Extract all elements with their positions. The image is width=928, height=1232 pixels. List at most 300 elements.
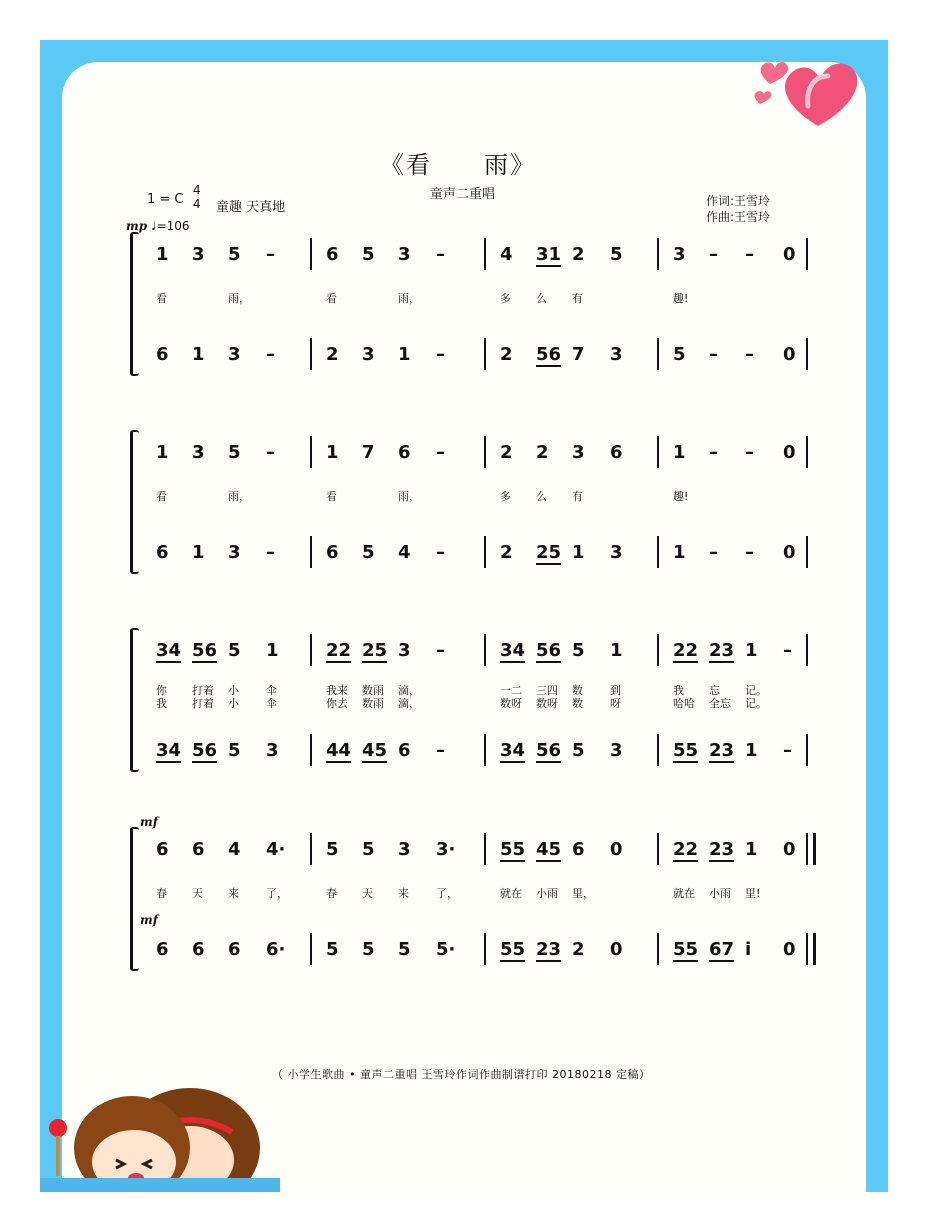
paper <box>62 62 866 1202</box>
upper-part-note <box>745 442 754 463</box>
lower-part-note <box>783 344 796 365</box>
lower-part-note <box>362 740 387 763</box>
note-value: 0 <box>783 542 796 563</box>
upper-part-note <box>228 442 241 463</box>
upper-part-note <box>709 244 718 265</box>
lyric-text: 多 <box>500 490 511 503</box>
upper-part-note <box>709 640 734 663</box>
note-value: – <box>709 244 718 265</box>
note-value: 6 <box>326 244 339 265</box>
note-value: i <box>745 939 752 960</box>
lower-part-note <box>362 344 375 365</box>
note-value: 3 <box>610 740 623 761</box>
note-value: – <box>266 542 275 563</box>
barline <box>484 833 486 865</box>
lyric-text: 小雨 <box>536 887 558 900</box>
note-value: 22 <box>326 640 352 661</box>
lower-part-note <box>572 542 585 563</box>
upper-part-note <box>783 640 792 661</box>
barline <box>310 338 312 370</box>
note-value: 4 <box>500 244 513 265</box>
lyric-text: 看 <box>326 490 337 503</box>
note-value: 6 <box>398 740 411 761</box>
note-value: 3 <box>228 344 241 365</box>
lower-part-note <box>436 939 455 960</box>
system-brace <box>130 827 139 971</box>
upper-part-note <box>572 244 585 265</box>
barline <box>310 536 312 568</box>
barline <box>484 933 486 965</box>
lower-part-note <box>266 740 279 761</box>
lower-part-note <box>745 542 754 563</box>
barline <box>657 734 659 766</box>
barline <box>484 238 486 270</box>
upper-part-note <box>228 244 241 265</box>
barline <box>806 238 808 270</box>
note-value: 2 <box>572 244 585 265</box>
barline <box>657 833 659 865</box>
upper-part-note <box>362 442 375 463</box>
note-value: 3 <box>266 740 279 761</box>
note-value: 5 <box>673 344 686 365</box>
lyric-text: 春 <box>326 887 337 900</box>
tempo-value: =106 <box>156 219 190 233</box>
note-value: 3 <box>572 442 585 463</box>
barline <box>484 536 486 568</box>
upper-part-note <box>783 442 796 463</box>
upper-part-note <box>362 244 375 265</box>
note-value: 3 <box>610 344 623 365</box>
lower-part-note <box>610 344 623 365</box>
note-value: – <box>745 542 754 563</box>
upper-part-note <box>745 244 754 265</box>
expression-marking: 童趣 天真地 <box>216 200 286 215</box>
lower-part-note <box>228 939 241 960</box>
lyric-verse-1: 忘 <box>709 684 720 697</box>
upper-part-note <box>362 640 387 663</box>
note-value: 0 <box>783 344 796 365</box>
song-title: 《看 雨》 <box>380 151 536 179</box>
upper-part-note <box>500 442 513 463</box>
upper-part-note <box>192 442 205 463</box>
note-value: 67 <box>709 939 735 960</box>
note-value: 22 <box>673 640 699 661</box>
note-value: 2 <box>500 442 513 463</box>
upper-part-note <box>362 839 375 860</box>
upper-part-note <box>156 442 169 463</box>
lower-part-note <box>709 939 734 962</box>
note-value: 6 <box>572 839 585 860</box>
barline <box>310 238 312 270</box>
lyric-text: 么 <box>536 490 547 503</box>
note-value: 5 <box>228 244 241 265</box>
note-value: 2 <box>572 939 585 960</box>
note-value: 5 <box>228 640 241 661</box>
lower-part-note <box>745 740 758 761</box>
upper-part-note <box>398 442 411 463</box>
note-value: 2 <box>326 344 339 365</box>
upper-part-note <box>326 244 339 265</box>
lower-part-note <box>436 740 445 761</box>
barline <box>657 933 659 965</box>
note-value: 1 <box>673 442 686 463</box>
note-value: – <box>709 442 718 463</box>
note-value: 56 <box>192 740 218 761</box>
upper-part-note <box>266 442 275 463</box>
lyric-verse-2: 打着 <box>192 697 214 710</box>
dynamic-mark: mf <box>140 815 158 829</box>
tempo-marking <box>126 219 190 233</box>
upper-part-note <box>436 839 455 860</box>
lyric-verse-2: 数呀 <box>500 697 522 710</box>
upper-part-note <box>500 640 525 663</box>
lyric-verse-2: 小 <box>228 697 239 710</box>
barline <box>310 634 312 666</box>
lower-part-note <box>326 542 339 563</box>
lower-part-note <box>783 542 796 563</box>
note-value: 1 <box>156 442 169 463</box>
note-value: 56 <box>192 640 218 661</box>
note-value: 7 <box>572 344 585 365</box>
quarter-note-icon: ♩ <box>150 219 157 233</box>
note-value: – <box>709 344 718 365</box>
lyric-verse-2: 数雨 <box>362 697 384 710</box>
lower-part-note <box>326 344 339 365</box>
lyric-verse-1: 记。 <box>745 684 767 697</box>
upper-part-note <box>745 640 758 661</box>
note-value: 5 <box>326 939 339 960</box>
note-value: 6 <box>192 839 205 860</box>
lyric-verse-2: 你去 <box>326 697 348 710</box>
note-value: – <box>436 640 445 661</box>
note-value: 5 <box>398 939 411 960</box>
lower-part-note <box>673 740 698 763</box>
upper-part-note <box>783 244 796 265</box>
barline <box>310 436 312 468</box>
lower-part-note <box>709 344 718 365</box>
lower-part-note <box>398 939 411 960</box>
lyric-verse-1: 到 <box>610 684 621 697</box>
note-value: 55 <box>673 939 699 960</box>
note-value: 3 <box>610 542 623 563</box>
lower-part-note <box>536 344 561 367</box>
upper-part-note <box>228 640 241 661</box>
lyric-text: 看 <box>156 490 167 503</box>
upper-part-note <box>266 839 285 860</box>
note-value: – <box>745 244 754 265</box>
lyric-text: 雨， <box>228 490 250 503</box>
note-value: 0 <box>783 839 796 860</box>
dynamic-mark: mp <box>126 219 148 233</box>
barline <box>657 338 659 370</box>
lower-part-note <box>673 939 698 962</box>
note-value: 55 <box>673 740 699 761</box>
note-value: 0 <box>783 244 796 265</box>
lyric-verse-1: 你 <box>156 684 167 697</box>
upper-part-note <box>610 839 623 860</box>
lower-part-note <box>500 344 513 365</box>
note-value: 0 <box>610 839 623 860</box>
lower-part-note <box>228 740 241 761</box>
lower-part-note <box>500 740 525 763</box>
note-value: – <box>436 442 445 463</box>
note-value: 0 <box>783 442 796 463</box>
note-value: – <box>745 442 754 463</box>
lower-part-note <box>610 740 623 761</box>
lower-part-note <box>228 344 241 365</box>
upper-part-note <box>436 244 445 265</box>
barline <box>806 734 808 766</box>
note-value: 45 <box>362 740 388 761</box>
note-value: 3 <box>673 244 686 265</box>
note-value: 34 <box>500 740 526 761</box>
barline <box>484 338 486 370</box>
upper-part-note <box>266 244 275 265</box>
lyric-text: 有 <box>572 292 583 305</box>
note-value: 6 <box>192 939 205 960</box>
note-value: 23 <box>709 640 735 661</box>
lyric-verse-2: 数 <box>572 697 583 710</box>
upper-part-note <box>572 640 585 661</box>
note-value: 6 <box>156 939 169 960</box>
note-value: 23 <box>709 839 735 860</box>
note-value: 55 <box>500 939 526 960</box>
upper-part-note <box>673 442 686 463</box>
note-value: 3 <box>228 542 241 563</box>
lower-part-note <box>572 740 585 761</box>
note-value: 3 <box>398 244 411 265</box>
final-barline <box>806 933 816 965</box>
lower-part-note <box>536 939 561 962</box>
time-signature-top: 4 <box>193 183 201 197</box>
lower-part-note <box>536 740 561 763</box>
upper-part-note <box>326 839 339 860</box>
note-value: 56 <box>536 640 562 661</box>
lower-part-note <box>192 344 205 365</box>
upper-part-note <box>709 442 718 463</box>
lower-part-note <box>398 344 411 365</box>
note-value: 56 <box>536 740 562 761</box>
lyric-verse-2: 全忘 <box>709 697 731 710</box>
lyric-text: 里! <box>745 887 761 900</box>
barline <box>657 634 659 666</box>
note-value: 1 <box>156 244 169 265</box>
upper-part-note <box>572 442 585 463</box>
note-value: 5 <box>610 244 623 265</box>
upper-part-note <box>673 839 698 862</box>
note-value: – <box>266 442 275 463</box>
lower-part-note <box>266 939 285 960</box>
key-signature: 1 = C <box>147 192 184 207</box>
upper-part-note <box>610 442 623 463</box>
system-brace <box>130 430 139 574</box>
lyric-text: 里， <box>572 887 594 900</box>
note-value: 56 <box>536 344 562 365</box>
note-value: 4· <box>266 839 286 860</box>
note-value: 5 <box>362 542 375 563</box>
upper-part-note <box>228 839 241 860</box>
lyric-text: 雨， <box>228 292 250 305</box>
note-value: 25 <box>362 640 388 661</box>
upper-part-note <box>536 640 561 663</box>
lower-part-note <box>709 542 718 563</box>
note-value: 1 <box>572 542 585 563</box>
lyric-text: 春 <box>156 887 167 900</box>
barline <box>310 833 312 865</box>
note-value: 5 <box>228 442 241 463</box>
lyric-text: 看 <box>326 292 337 305</box>
lower-part-note <box>156 939 169 960</box>
upper-part-note <box>192 839 205 860</box>
hearts-decoration <box>748 48 878 132</box>
note-value: 6 <box>326 542 339 563</box>
note-value: 6 <box>610 442 623 463</box>
note-value: 3· <box>436 839 456 860</box>
note-value: 1 <box>745 839 758 860</box>
lower-part-note <box>745 344 754 365</box>
note-value: 3 <box>398 839 411 860</box>
lyric-verse-1: 打着 <box>192 684 214 697</box>
lower-part-note <box>398 740 411 761</box>
note-value: 34 <box>156 640 182 661</box>
lower-part-note <box>362 939 375 960</box>
lower-part-note <box>362 542 375 563</box>
lyric-text: 雨， <box>398 292 420 305</box>
note-value: 6 <box>398 442 411 463</box>
note-value: – <box>436 542 445 563</box>
barline <box>806 634 808 666</box>
lyric-verse-2: 哈哈 <box>673 697 695 710</box>
upper-part-note <box>536 442 549 463</box>
barline <box>806 536 808 568</box>
note-value: 1 <box>192 542 205 563</box>
upper-part-note <box>536 839 561 862</box>
song-subtitle: 童声二重唱 <box>430 187 496 202</box>
note-value: – <box>266 244 275 265</box>
note-value: 6 <box>156 344 169 365</box>
note-value: 3 <box>398 640 411 661</box>
lower-part-note <box>192 740 217 763</box>
lyric-text: 看 <box>156 292 167 305</box>
upper-part-note <box>398 244 411 265</box>
note-value: 6· <box>266 939 286 960</box>
note-value: – <box>783 740 792 761</box>
upper-part-note <box>500 839 525 862</box>
dynamic-mark: mf <box>140 913 158 927</box>
lyric-text: 就在 <box>500 887 522 900</box>
upper-part-note <box>398 839 411 860</box>
upper-part-note <box>783 839 796 860</box>
note-value: 5 <box>572 640 585 661</box>
lower-part-note <box>673 344 686 365</box>
upper-part-note <box>266 640 279 661</box>
lyric-text: 趣! <box>673 490 689 503</box>
upper-part-note <box>436 640 445 661</box>
lower-part-note <box>610 542 623 563</box>
note-value: 5 <box>362 839 375 860</box>
upper-part-note <box>709 839 734 862</box>
lower-part-note <box>572 344 585 365</box>
barline <box>806 338 808 370</box>
barline <box>657 536 659 568</box>
barline <box>310 933 312 965</box>
upper-part-note <box>610 640 623 661</box>
cartoon-children-decoration <box>40 1078 280 1192</box>
upper-part-note <box>536 244 561 267</box>
lyric-verse-1: 伞 <box>266 684 277 697</box>
barline <box>484 734 486 766</box>
lyric-verse-1: 三四 <box>536 684 558 697</box>
lower-part-note <box>228 542 241 563</box>
lower-part-note <box>500 542 513 563</box>
upper-part-note <box>572 839 585 860</box>
time-signature-bottom: 4 <box>193 197 201 211</box>
note-value: – <box>709 542 718 563</box>
lower-part-note <box>326 939 339 960</box>
note-value: 34 <box>500 640 526 661</box>
lyric-verse-1: 我 <box>673 684 684 697</box>
upper-part-note <box>156 640 181 663</box>
lyric-text: 雨， <box>398 490 420 503</box>
lower-part-note <box>572 939 585 960</box>
lower-part-note <box>436 344 445 365</box>
lyric-verse-2: 记。 <box>745 697 767 710</box>
note-value: 2 <box>500 542 513 563</box>
time-signature <box>193 183 201 211</box>
lyric-verse-2: 数呀 <box>536 697 558 710</box>
lower-part-note <box>745 939 751 960</box>
note-value: – <box>745 344 754 365</box>
lyric-verse-2: 滴， <box>398 697 420 710</box>
lower-part-note <box>266 344 275 365</box>
upper-part-note <box>673 640 698 663</box>
lyric-verse-2: 呀 <box>610 697 621 710</box>
lower-part-note <box>192 542 205 563</box>
upper-part-note <box>156 839 169 860</box>
note-value: 23 <box>709 740 735 761</box>
lower-part-note <box>156 542 169 563</box>
lyric-verse-1: 数雨 <box>362 684 384 697</box>
upper-part-note <box>500 244 513 265</box>
upper-part-note <box>326 640 351 663</box>
note-value: – <box>436 244 445 265</box>
lower-part-note <box>536 542 561 565</box>
upper-part-note <box>156 244 169 265</box>
note-value: 5 <box>362 244 375 265</box>
lyric-verse-2: 我 <box>156 697 167 710</box>
lyric-verse-1: 我来 <box>326 684 348 697</box>
note-value: 3 <box>192 244 205 265</box>
lyric-text: 就在 <box>673 887 695 900</box>
note-value: – <box>436 740 445 761</box>
lyric-text: 小雨 <box>709 887 731 900</box>
note-value: 5 <box>228 740 241 761</box>
note-value: 23 <box>536 939 562 960</box>
lower-part-note <box>192 939 205 960</box>
note-value: 1 <box>326 442 339 463</box>
barline <box>484 436 486 468</box>
note-value: 1 <box>745 740 758 761</box>
lower-part-note <box>156 740 181 763</box>
lyric-text: 来 <box>398 887 409 900</box>
lower-part-note <box>610 939 623 960</box>
note-value: 31 <box>536 244 562 265</box>
lyric-verse-1: 数 <box>572 684 583 697</box>
lower-part-note <box>783 939 796 960</box>
lower-part-note <box>266 542 275 563</box>
barline <box>657 238 659 270</box>
lyric-text: 天 <box>362 887 373 900</box>
